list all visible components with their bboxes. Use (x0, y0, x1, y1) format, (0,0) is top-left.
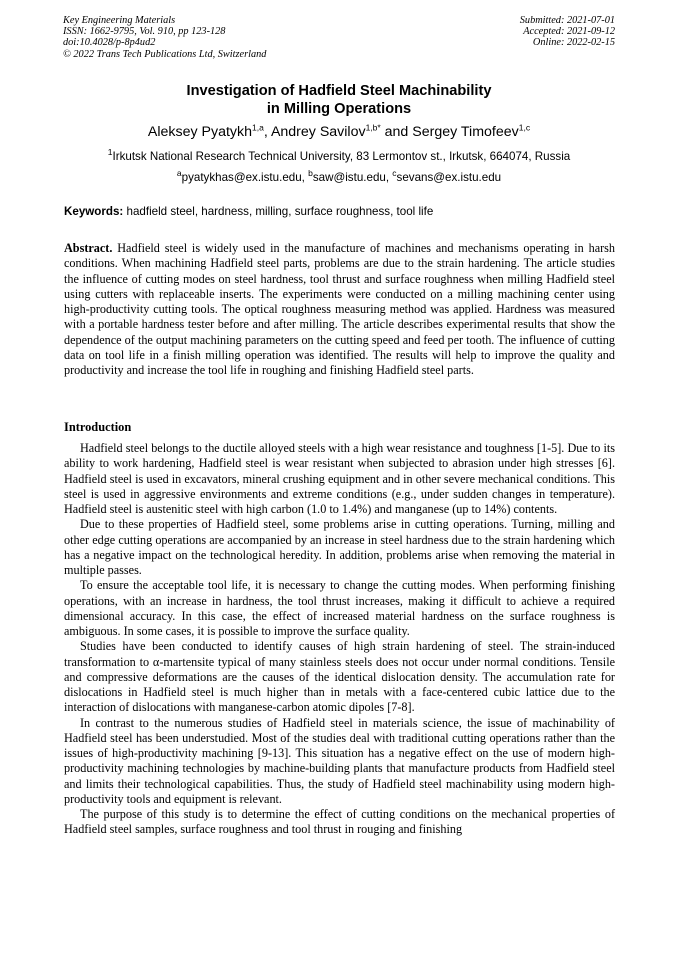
intro-paragraph: To ensure the acceptable tool life, it is necessary to change the cutting modes. When performing finishing operations, with an increase in hardness, the tool thrust increases, making it difficult to achieve a required dimensional accuracy. In this case, the effect of increased material hardness on the surface roughness is ambiguous. In some cases, it is possible to improve the surface quality. (64, 578, 615, 638)
journal-info (63, 15, 266, 60)
intro-paragraph: Studies have been conducted to identify causes of high strain hardening of steel. The strain-induced transformation to α-martensite typical of many stainless steels does not occur under normal conditions. Tensile and compressive deformations are the causes of the identical dislocation density. The accumulation rate for dislocations in Hadfield steel is much higher than in metals with a face-centered cubic lattice due to the interaction of dislocations with manganese-carbon atomic dipoles [7-8]. (64, 639, 615, 715)
title-line-2: in Milling Operations (266, 100, 412, 117)
author-2: Andrey Savilov (270, 124, 366, 140)
intro-paragraph: The purpose of this study is to determine the effect of cutting conditions on the mechanical properties of Hadfield steel samples, surface roughness and tool thrust in rouging and finishing (64, 807, 615, 837)
online-date: Online: 2022-02-15 (532, 37, 615, 49)
submitted-date: Submitted: 2021-07-01 (519, 15, 615, 26)
keywords-label: Keywords: (64, 205, 124, 218)
affiliation-text: Irkutsk National Research Technical University, 83 Lermontov st., Irkutsk, 664074, Russia (112, 150, 571, 163)
email-marker-b: b (308, 168, 313, 179)
email-c: sevans@ex.istu.edu (396, 171, 502, 184)
author-1-affil: 1,a (252, 122, 264, 133)
email-marker-a: a (176, 168, 182, 179)
title-line-1: Investigation of Hadfield Steel Machinability (186, 83, 492, 99)
author-3: Sergey Timofeev (412, 124, 519, 140)
author-separator: , (263, 124, 271, 140)
affiliation-marker: 1 (107, 147, 113, 158)
submission-dates (520, 15, 615, 49)
keywords (64, 205, 433, 218)
journal-name: Key Engineering Materials (63, 15, 176, 26)
author-2-affil: 1,b* (365, 122, 381, 133)
abstract-text: Hadfield steel is widely used in the manufacture of machines and mechanisms operating in harsh conditions. When machining Hadfield steel parts, problems are due to the strain hardening. The article studies the influence of cutting modes on steel hardness, tool thrust and surface roughness when milling Hadfield steel using cutters with replaceable inserts. The experiments were conducted on a milling machining center using high-productivity cutting tools. The optical roughness measuring method was applied. Hardness was measured with a portable hardness tester before and after milling. The article describes experimental results that show the dependence of the output machining parameters on the cutting speed and feed per tooth. The influence of cutting data on tool life in a finish milling operation was identified. The results will help to improve the quality and productivity and increase the tool life in roughing and finishing Hadfield steel parts. (64, 241, 615, 377)
abstract-label: Abstract. (64, 241, 113, 255)
intro-paragraph: In contrast to the numerous studies of Hadfield steel in materials science, the issue of machinability of Hadfield steel has been understudied. Most of the studies deal with traditional cutting operations rather than the issues of high-productivity machining [9-13]. This situation has a negative effect on the use of modern high-productivity machining technologies by machine-building plants that manufacture products from Hadfield steel and limits their technological capabilities. Thus, the study of Hadfield steel machinability using modern high-productivity tools and equipment is relevant. (64, 715, 615, 806)
email-a: pyatykhas@ex.istu.edu, (181, 171, 309, 184)
affiliation (0, 147, 678, 163)
keywords-text: hadfield steel, hardness, milling, surface roughness, tool life (123, 205, 434, 218)
introduction-body (64, 441, 615, 838)
accepted-date: Accepted: 2021-09-12 (523, 26, 615, 38)
journal-doi: doi:10.4028/p-8p4ud2 (63, 37, 156, 49)
abstract (64, 241, 615, 378)
journal-issn: ISSN: 1662-9795, Vol. 910, pp 123-128 (63, 26, 226, 38)
email-b: saw@istu.edu, (312, 171, 393, 184)
author-1: Aleksey Pyatykh (147, 124, 252, 140)
section-heading-introduction: Introduction (64, 420, 132, 434)
intro-paragraph: Hadfield steel belongs to the ductile alloyed steels with a high wear resistance and toughness [1-5]. Due to its ability to work hardening, Hadfield steel is wear resistant when subjected to abrasion under high stresses [6]. Hadfield steel is used in excavators, mineral crushing equipment and in other severe mechanical conditions. This steel is used in aggressive environments and extreme conditions (e.g., under sudden changes in temperature). Hadfield steel is austenitic steel with high carbon (1.0 to 1.4%) and manganese (up to 14%) contents. (64, 441, 615, 516)
copyright-notice: © 2022 Trans Tech Publications Ltd, Switzerland (63, 48, 267, 60)
author-emails (0, 168, 678, 184)
intro-paragraph: Due to these properties of Hadfield steel, some problems arise in cutting operations. Turning, milling and other edge cutting operations are accompanied by an increase in steel hardness due to the strain hardening which has a negative impact on the technological heredity. In addition, problems arise when removing the material in multiple passes. (64, 517, 615, 577)
author-separator: and (380, 124, 413, 140)
abstract-paragraph (64, 241, 615, 378)
email-marker-c: c (392, 168, 397, 179)
author-3-affil: 1,c (518, 122, 531, 133)
paper-title (0, 83, 678, 118)
author-list (0, 124, 678, 140)
